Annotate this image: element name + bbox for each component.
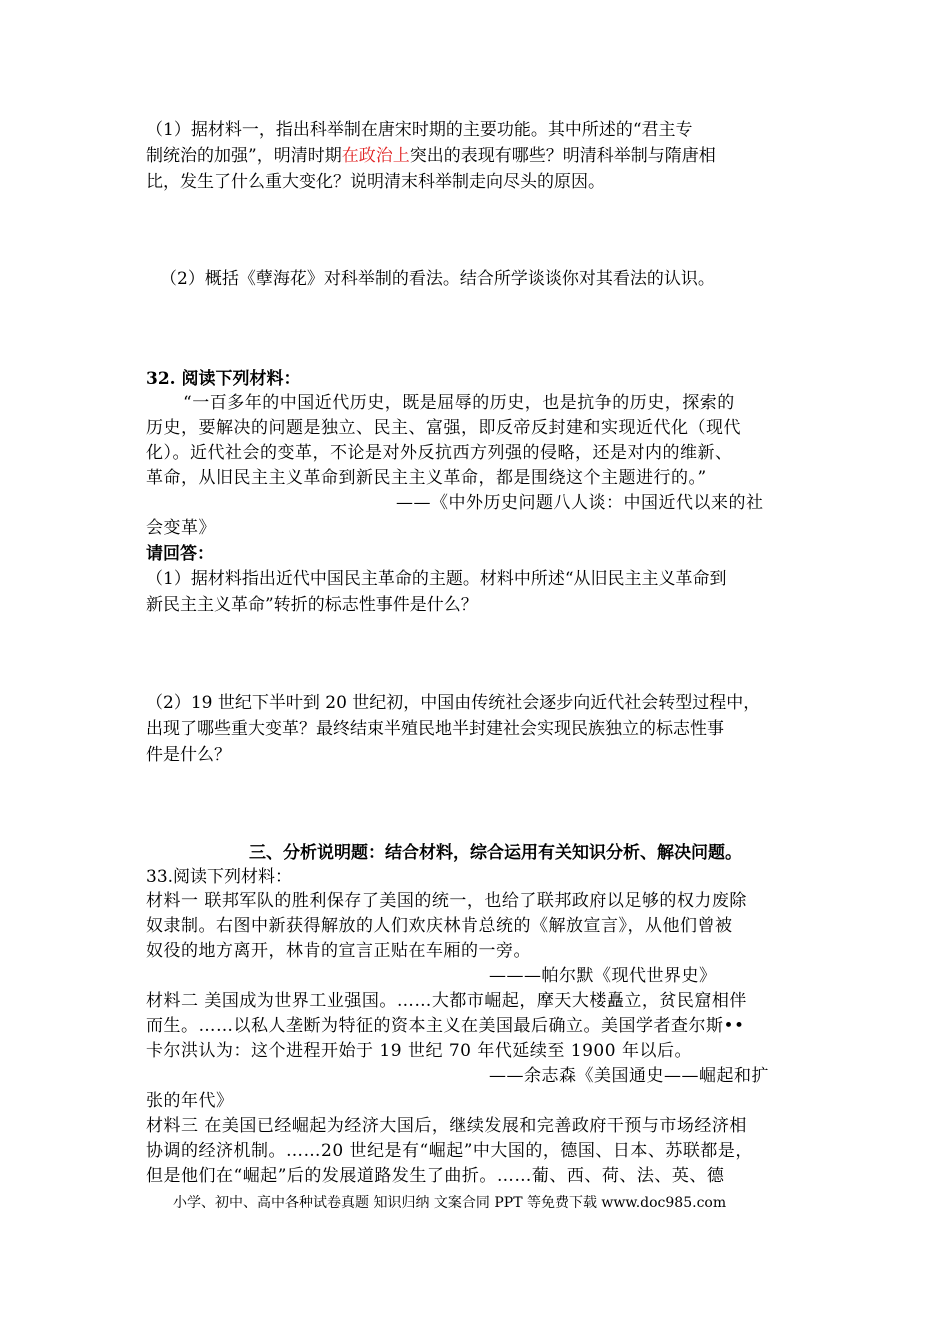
q32-quote-line4: 革命，从旧民主主义革命到新民主主义革命，都是围绕这个主题进行的。” [146,468,707,488]
q31-sub1-line2-text-a: 制统治的加强”，明清时期 [146,146,342,166]
q33-m2-line1: 材料二 美国成为世界工业强国。……大都市崛起，摩天大楼矗立，贫民窟相伴 [146,991,747,1011]
q31-sub1-line1: （1）据材料一，指出科举制在唐宋时期的主要功能。其中所述的“君主专 [146,120,693,140]
q32-quote-line3: 化）。近代社会的变革，不论是对外反抗西方列强的侵略，还是对内的维新、 [146,443,733,463]
section3-heading: 三、分析说明题：结合材料，综合运用有关知识分析、解决问题。 [249,843,742,863]
q33-heading: 33.阅读下列材料： [146,867,293,887]
q33-m3-line1: 材料三 在美国已经崛起为经济大国后，继续发展和完善政府干预与市场经济相 [146,1116,747,1136]
q32-quote-line1: “一百多年的中国近代历史，既是屈辱的历史，也是抗争的历史，探索的 [183,393,735,413]
q31-sub1-highlight: 在政治上 [341,146,410,166]
q33-m2-line2: 而生。……以私人垄断为特征的资本主义在美国最后确立。美国学者查尔斯•• [146,1016,745,1036]
q32-heading: 32. 阅读下列材料： [146,369,301,389]
q33-m1-line2: 奴隶制。右图中新获得解放的人们欢庆林肯总统的《解放宣言》，从他们曾被 [146,916,733,936]
q32-source-line2: 会变革》 [146,518,216,538]
q31-sub1-line3: 比，发生了什么重大变化？说明清末科举制走向尽头的原因。 [146,172,605,192]
q33-m1-line1: 材料一 联邦军队的胜利保存了美国的统一，也给了联邦政府以足够的权力废除 [146,891,747,911]
q31-sub2: （2）概括《孽海花》对科举制的看法。结合所学谈谈你对其看法的认识。 [160,269,715,289]
q33-m3-line2: 协调的经济机制。……20 世纪是有“崛起”中大国的，德国、日本、苏联都是， [146,1141,753,1161]
q32-source-line1: ——《中外历史问题八人谈：中国近代以来的社 [396,493,764,513]
q31-sub1-line2-text-b: 突出的表现有哪些？明清科举制与隋唐相 [409,146,716,166]
q33-m2-line3: 卡尔洪认为：这个进程开始于 19 世纪 70 年代延续至 1900 年以后。 [146,1041,692,1061]
q32-sub1-line1: （1）据材料指出近代中国民主革命的主题。材料中所述“从旧民主主义革命到 [146,569,727,589]
q32-sub2-line3: 件是什么？ [146,745,231,765]
q32-answer-heading: 请回答： [146,544,214,564]
q32-sub2-line2: 出现了哪些重大变革？最终结束半殖民地半封建社会实现民族独立的标志性事 [146,719,724,739]
q33-m2-source-line1: ——余志森《美国通史——崛起和扩 [489,1066,769,1086]
page-footer: 小学、初中、高中各种试卷真题 知识归纳 文案合同 PPT 等免费下载 www.doc985.com [173,1195,727,1211]
q33-m2-source-line2: 张的年代》 [146,1091,234,1111]
q33-m1-source: ———帕尔默《现代世界史》 [489,966,717,986]
q32-sub1-line2: 新民主主义革命”转折的标志性事件是什么？ [146,595,478,615]
q32-quote-line2: 历史，要解决的问题是独立、民主、富强，即反帝反封建和实现近代化（现代 [146,418,741,438]
q31-sub1-line2 [146,143,716,169]
q33-m1-line3: 奴役的地方离开，林肯的宣言正贴在车厢的一旁。 [146,941,531,961]
q32-sub2-line1: （2）19 世纪下半叶到 20 世纪初，中国由传统社会逐步向近代社会转型过程中， [146,693,761,713]
q33-m3-line3: 但是他们在“崛起”后的发展道路发生了曲折。……葡、西、荷、法、英、德 [146,1166,725,1186]
